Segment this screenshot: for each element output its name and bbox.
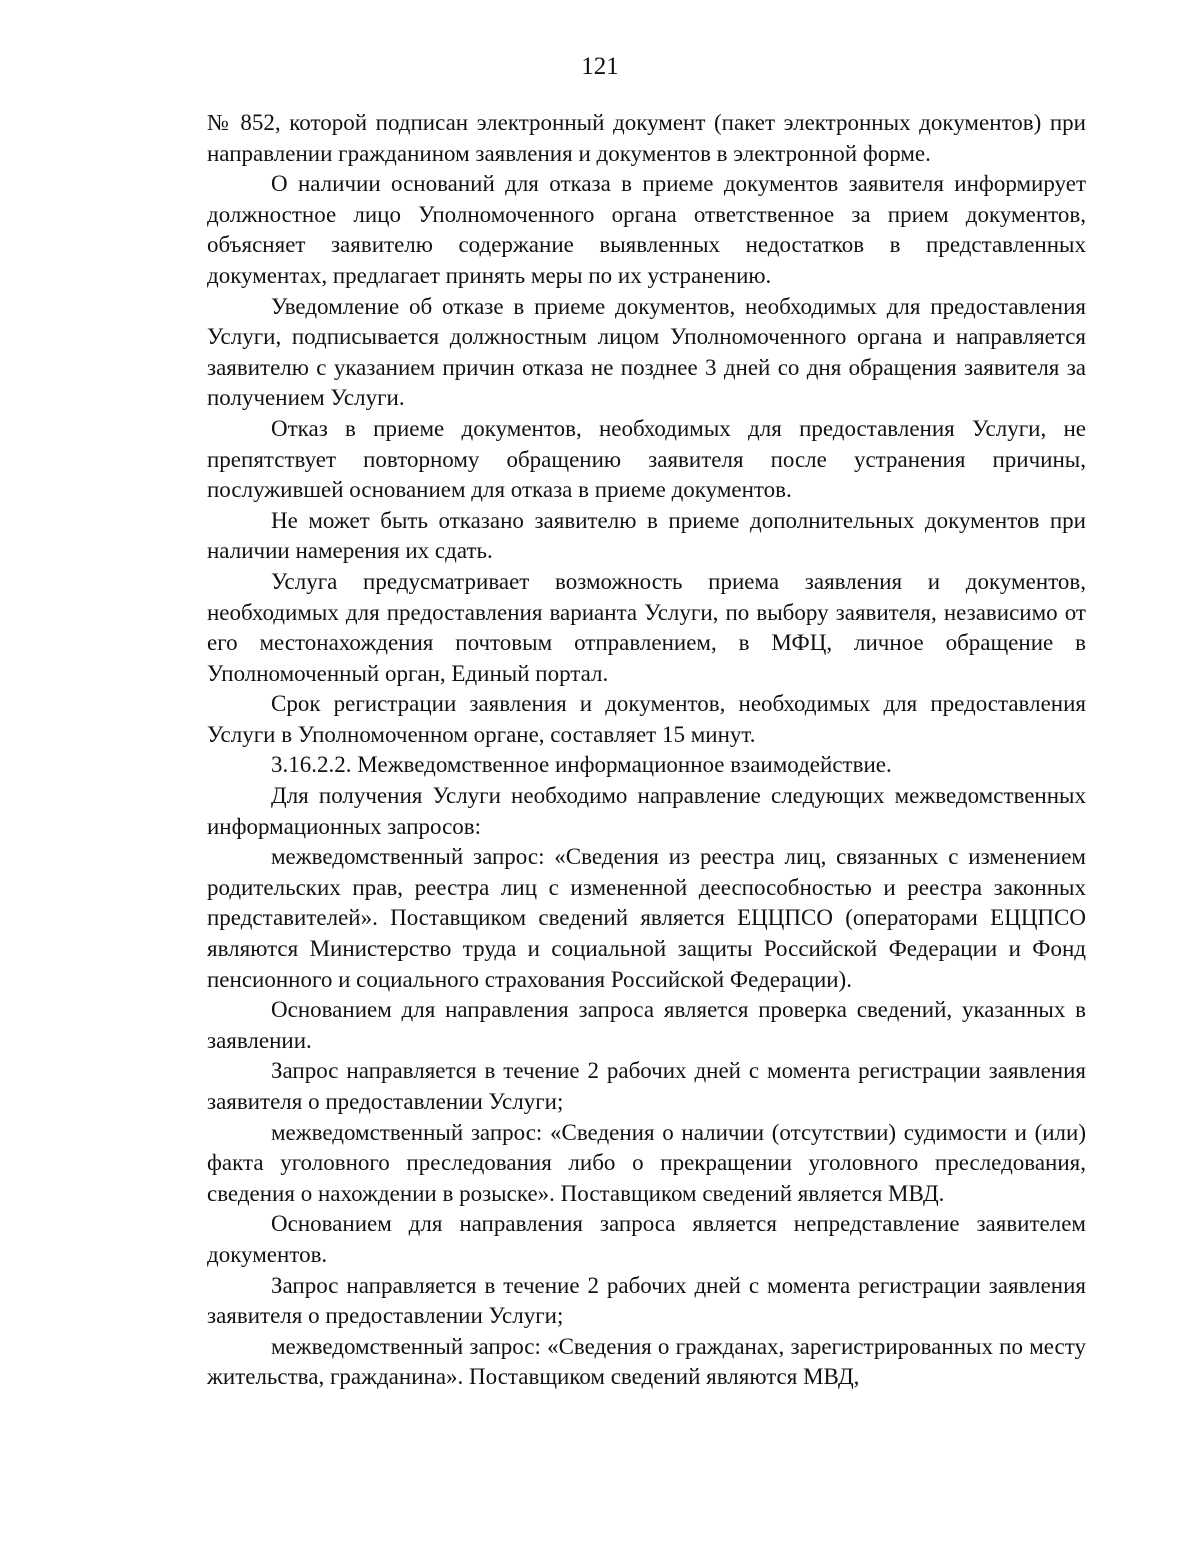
paragraph-13: межведомственный запрос: «Сведения о наличии (отсутствии) судимости и (или) факта уголовного преследования либо о прекращении уголовного преследования, сведения о нахождении в розыске». Поставщиком сведений является МВД. <box>207 1119 1086 1206</box>
page-number: 121 <box>581 53 619 80</box>
paragraph-5: Не может быть отказано заявителю в приеме дополнительных документов при наличии намерения их сдать. <box>207 507 1086 564</box>
paragraph-3: Уведомление об отказе в приеме документов, необходимых для предоставления Услуги, подписывается должностным лицом Уполномоченного органа и направляется заявителю с указанием причин отказа не позднее 3 дней со дня обращения заявителя за получением Услуги. <box>207 293 1086 411</box>
paragraph-9: Для получения Услуги необходимо направление следующих межведомственных информационных запросов: <box>207 783 1086 839</box>
paragraph-10: межведомственный запрос: «Сведения из реестра лиц, связанных с изменением родительских прав, реестра лиц с измененной дееспособностью и реестра законных представителей». Поставщиком сведений является ЕЦЦПСО (операторами ЕЦЦПСО являются Министерство труда и социальной защиты Российской Федерации и Фонд пенсионного и социального страхования Российской Федерации). <box>207 844 1086 992</box>
body-text <box>207 108 1086 1393</box>
paragraph-7: Срок регистрации заявления и документов, необходимых для предоставления Услуги в Уполномоченном органе, составляет 15 минут. <box>207 691 1086 747</box>
paragraph-4: Отказ в приеме документов, необходимых для предоставления Услуги, не препятствует повторному обращению заявителя после устранения причины, послужившей основанием для отказа в приеме документов. <box>207 415 1086 503</box>
paragraph-6: Услуга предусматривает возможность приема заявления и документов, необходимых для предоставления варианта Услуги, по выбору заявителя, независимо от его местонахождения почтовым отправлением, в МФЦ, личное обращение в Уполномоченный орган, Единый портал. <box>207 568 1086 686</box>
paragraph-16: межведомственный запрос: «Сведения о гражданах, зарегистрированных по месту жительства, гражданина». Поставщиком сведений являются МВД, <box>207 1333 1086 1390</box>
paragraph-14: Основанием для направления запроса является непредставление заявителем документов. <box>207 1211 1086 1267</box>
section-heading: 3.16.2.2. Межведомственное информационное взаимодействие. <box>271 752 892 778</box>
paragraph-12: Запрос направляется в течение 2 рабочих дней с момента регистрации заявления заявителя о предоставлении Услуги; <box>207 1058 1086 1114</box>
paragraph-1: № 852, которой подписан электронный документ (пакет электронных документов) при направлении гражданином заявления и документов в электронной форме. <box>207 110 1086 166</box>
paragraph-2: О наличии оснований для отказа в приеме документов заявителя информирует должностное лицо Уполномоченного органа ответственное за прием документов, объясняет заявителю содержание выявленных недостатков в представленных документах, предлагает принять меры по их устранению. <box>207 171 1086 288</box>
paragraph-11: Основанием для направления запроса является проверка сведений, указанных в заявлении. <box>207 997 1086 1053</box>
paragraph-15: Запрос направляется в течение 2 рабочих дней с момента регистрации заявления заявителя о предоставлении Услуги; <box>207 1272 1086 1329</box>
